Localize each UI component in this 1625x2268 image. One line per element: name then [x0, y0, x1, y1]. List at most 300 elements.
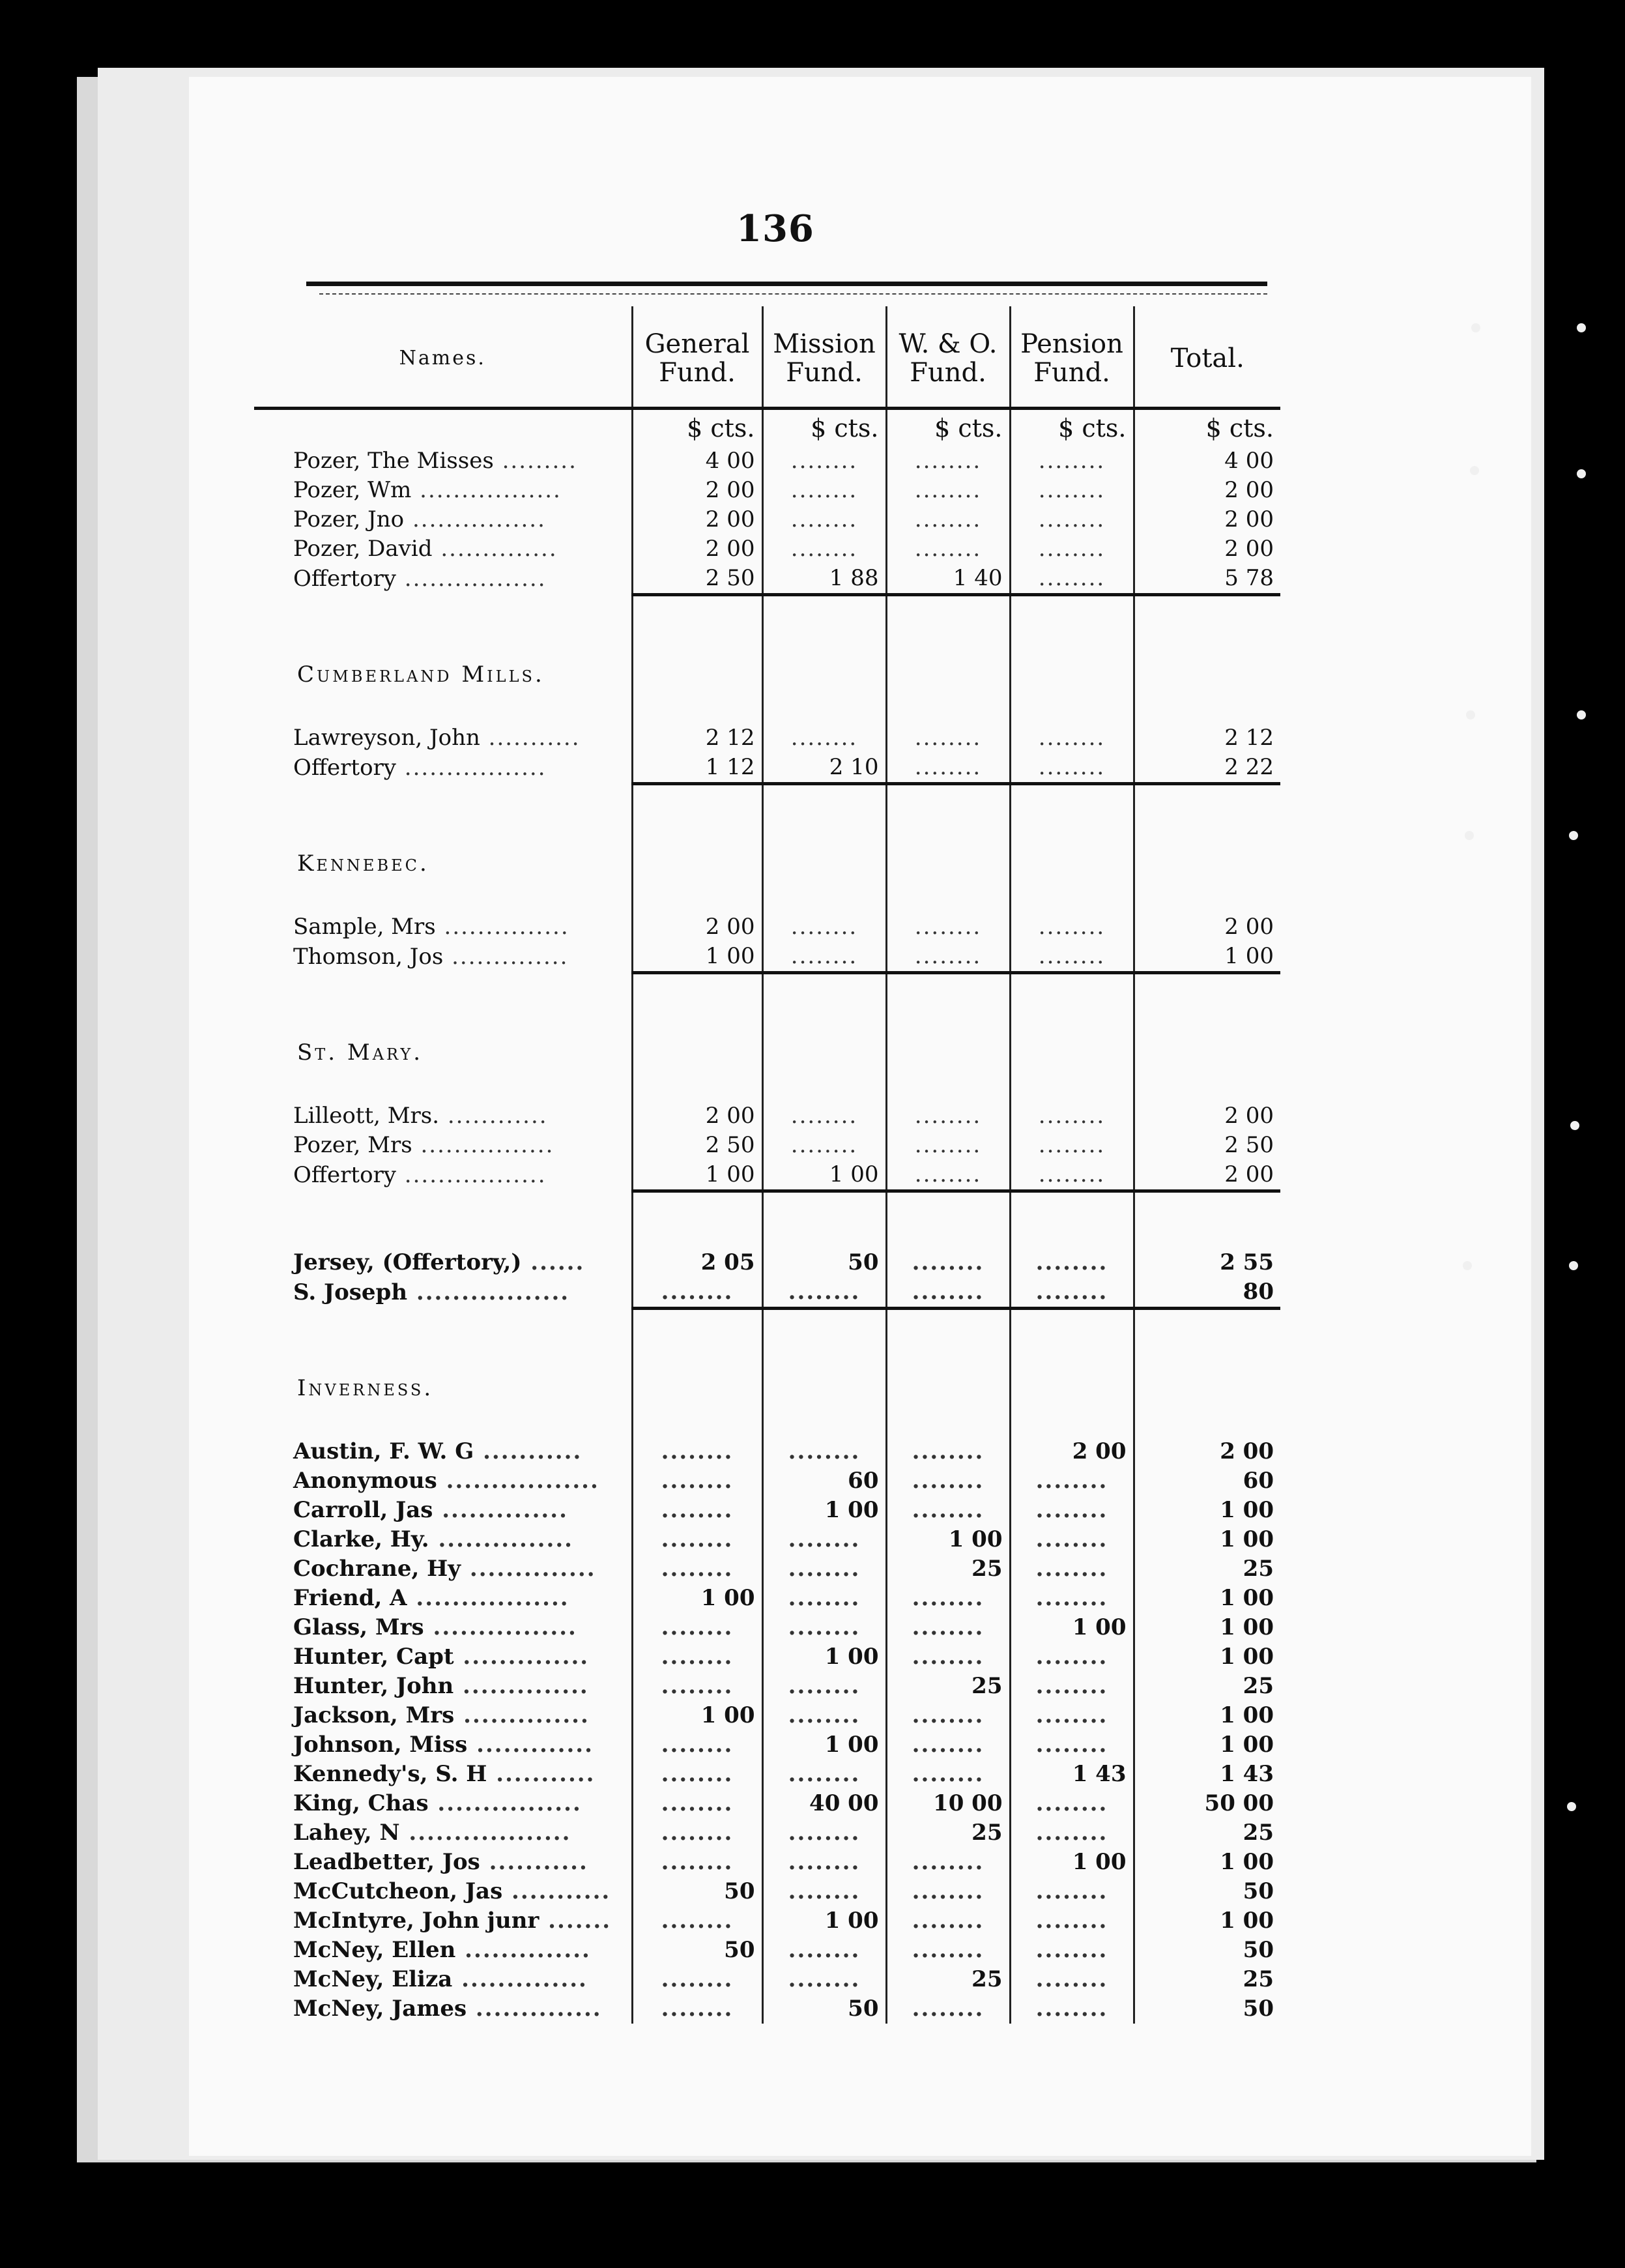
- contributor-name-text: Pozer, David: [293, 536, 433, 562]
- general-blank: ........: [632, 1642, 762, 1672]
- wo-blank: ........: [886, 1277, 1010, 1309]
- contributor-name-text: Jackson, Mrs: [293, 1702, 455, 1728]
- ledger-row: [254, 1466, 1280, 1496]
- contributor-name: [254, 1789, 632, 1818]
- contributor-name: [254, 1131, 632, 1160]
- wo-blank: ........: [886, 1466, 1010, 1496]
- dot-leader: ..............: [453, 1644, 590, 1670]
- empty-cell: [632, 1339, 762, 1437]
- dot-leader: ..............: [443, 944, 569, 970]
- spacer-cell: [762, 1222, 886, 1248]
- units-row: [254, 409, 1280, 447]
- contributor-name-text: Thomson, Jos: [293, 944, 444, 970]
- contributor-name: [254, 1277, 632, 1309]
- total-amount: 4 00: [1134, 446, 1280, 476]
- mission-blank: ........: [762, 446, 886, 476]
- dot-leader: ..............: [454, 1702, 590, 1728]
- pension-blank: ........: [1010, 1554, 1134, 1584]
- wo-blank: ........: [886, 1701, 1010, 1730]
- mission-amount: 1 00: [762, 1906, 886, 1936]
- ledger-row: [254, 564, 1280, 595]
- mission-amount: 2 10: [762, 753, 886, 784]
- ledger-row: [254, 1730, 1280, 1760]
- section-rule: [886, 595, 1010, 626]
- general-blank: ........: [632, 1965, 762, 1994]
- total-amount: 2 00: [1134, 1437, 1280, 1466]
- empty-cell: [1010, 1339, 1134, 1437]
- mission-blank: ........: [762, 912, 886, 942]
- total-amount: 50: [1134, 1936, 1280, 1965]
- empty-cell: [762, 1004, 886, 1101]
- contributor-name: [254, 1437, 632, 1466]
- wo-blank: ........: [886, 1613, 1010, 1642]
- contributor-name: [254, 753, 632, 784]
- pension-amount: 1 00: [1010, 1613, 1134, 1642]
- section-rule: [886, 1191, 1010, 1223]
- empty-cell: [1010, 815, 1134, 912]
- mission-blank: ........: [762, 1672, 886, 1701]
- section-heading: [254, 1339, 632, 1437]
- section-title: Cumberland Mills.: [297, 662, 545, 688]
- general-amount: 2 00: [632, 476, 762, 505]
- ledger-row: [254, 912, 1280, 942]
- section-rule: [1134, 1191, 1280, 1223]
- section-rule: [632, 1191, 762, 1223]
- mission-blank: ........: [762, 723, 886, 753]
- general-amount: 2 00: [632, 912, 762, 942]
- total-amount: 60: [1134, 1466, 1280, 1496]
- section-heading: [254, 1004, 632, 1101]
- ledger-row: [254, 1701, 1280, 1730]
- general-blank: ........: [632, 1277, 762, 1309]
- mission-blank: ........: [762, 1613, 886, 1642]
- pension-blank: ........: [1010, 1466, 1134, 1496]
- contributor-name: [254, 1818, 632, 1848]
- section-title: Kennebec.: [297, 850, 429, 877]
- contributor-name-text: Offertory: [293, 755, 396, 781]
- section-heading-row: [254, 1004, 1280, 1101]
- pension-blank: ........: [1010, 942, 1134, 973]
- contributor-name: [254, 534, 632, 564]
- total-amount: 1 00: [1134, 1701, 1280, 1730]
- header-row: [254, 306, 1280, 409]
- contributor-name: [254, 446, 632, 476]
- general-amount: 1 12: [632, 753, 762, 784]
- contributor-name-text: Sample, Mrs: [293, 914, 436, 940]
- contributor-name-text: McIntyre, John junr: [293, 1908, 539, 1934]
- total-amount: 50: [1134, 1994, 1280, 2024]
- dot-leader: ................: [404, 506, 546, 532]
- empty-cell: [762, 626, 886, 723]
- total-amount: 2 12: [1134, 723, 1280, 753]
- pension-blank: ........: [1010, 1496, 1134, 1525]
- spacer-cell: [254, 1222, 632, 1248]
- wo-blank: ........: [886, 753, 1010, 784]
- contributor-name-text: Leadbetter, Jos: [293, 1849, 480, 1875]
- wo-amount: 1 40: [886, 564, 1010, 595]
- spacer-cell: [632, 1222, 762, 1248]
- contributor-name: [254, 723, 632, 753]
- general-blank: ........: [632, 1994, 762, 2024]
- mission-amount: 50: [762, 1248, 886, 1277]
- total-amount: 50: [1134, 1877, 1280, 1906]
- mission-blank: ........: [762, 1554, 886, 1584]
- general-amount: 2 12: [632, 723, 762, 753]
- spacer-cell: [1134, 1222, 1280, 1248]
- general-blank: ........: [632, 1466, 762, 1496]
- dot-leader: ...........: [480, 725, 581, 751]
- margin-speck: [1570, 1121, 1579, 1130]
- units-name-spacer: [254, 409, 632, 447]
- contributor-name: [254, 1906, 632, 1936]
- general-amount: 2 00: [632, 534, 762, 564]
- dot-leader: ..............: [452, 1966, 588, 1992]
- wo-amount: 25: [886, 1554, 1010, 1584]
- wo-blank: ........: [886, 1994, 1010, 2024]
- contributor-name-text: McNey, Ellen: [293, 1937, 456, 1963]
- spacer-row: [254, 1222, 1280, 1248]
- mission-amount: 1 00: [762, 1642, 886, 1672]
- empty-cell: [886, 1004, 1010, 1101]
- wo-blank: ........: [886, 1760, 1010, 1789]
- contributor-name: [254, 1554, 632, 1584]
- general-blank: ........: [632, 1672, 762, 1701]
- wo-blank: ........: [886, 1877, 1010, 1906]
- dot-leader: ................: [412, 1132, 554, 1158]
- general-blank: ........: [632, 1818, 762, 1848]
- spacer-cell: [1010, 1222, 1134, 1248]
- total-amount: 2 00: [1134, 505, 1280, 534]
- total-amount: 2 00: [1134, 476, 1280, 505]
- empty-cell: [632, 1004, 762, 1101]
- pension-blank: ........: [1010, 753, 1134, 784]
- ledger-row: [254, 1613, 1280, 1642]
- mission-amount: 1 00: [762, 1730, 886, 1760]
- pension-blank: ........: [1010, 1906, 1134, 1936]
- wo-blank: ........: [886, 1906, 1010, 1936]
- total-header: Total.: [1134, 306, 1280, 409]
- dot-leader: ..................: [399, 1820, 571, 1846]
- pension-blank: ........: [1010, 476, 1134, 505]
- total-amount: 1 00: [1134, 942, 1280, 973]
- pension-blank: ........: [1010, 1701, 1134, 1730]
- wo-amount: 25: [886, 1818, 1010, 1848]
- total-amount: 1 00: [1134, 1906, 1280, 1936]
- contributor-name-text: Kennedy's, S. H: [293, 1761, 487, 1787]
- contributor-name: [254, 1496, 632, 1525]
- pension-blank: ........: [1010, 1730, 1134, 1760]
- wo-blank: ........: [886, 1584, 1010, 1613]
- units-label: $ cts.: [632, 409, 762, 447]
- empty-cell: [1010, 1004, 1134, 1101]
- contributor-name: [254, 505, 632, 534]
- ledger-row: [254, 1789, 1280, 1818]
- units-label: $ cts.: [886, 409, 1010, 447]
- contributor-name-text: Glass, Mrs: [293, 1614, 424, 1640]
- dot-leader: .................: [396, 755, 547, 781]
- ledger-row: [254, 1877, 1280, 1906]
- mission-amount: 40 00: [762, 1789, 886, 1818]
- mission-fund-header: Mission Fund.: [762, 306, 886, 409]
- ledger-row: [254, 1160, 1280, 1191]
- wo-blank: ........: [886, 1848, 1010, 1877]
- contributor-name-text: Pozer, The Misses: [293, 448, 494, 474]
- wo-amount: 1 00: [886, 1525, 1010, 1554]
- contributor-name: [254, 1672, 632, 1701]
- contributor-name-text: McNey, James: [293, 1996, 467, 2022]
- ledger-row: [254, 1936, 1280, 1965]
- general-blank: ........: [632, 1848, 762, 1877]
- total-amount: 2 00: [1134, 1160, 1280, 1191]
- ledger-row: [254, 1642, 1280, 1672]
- pension-blank: ........: [1010, 446, 1134, 476]
- wo-blank: ........: [886, 534, 1010, 564]
- contributor-name: [254, 1936, 632, 1965]
- mission-amount: 60: [762, 1466, 886, 1496]
- wo-blank: ........: [886, 1496, 1010, 1525]
- mission-blank: ........: [762, 476, 886, 505]
- general-amount: 1 00: [632, 1584, 762, 1613]
- units-label: $ cts.: [762, 409, 886, 447]
- total-amount: 1 00: [1134, 1613, 1280, 1642]
- top-rule-dashed: [319, 293, 1267, 295]
- ledger-row: [254, 534, 1280, 564]
- ledger-row: [254, 1818, 1280, 1848]
- contributor-name: [254, 1877, 632, 1906]
- ledger-row: [254, 1437, 1280, 1466]
- dot-leader: ..............: [467, 1996, 602, 2022]
- dot-leader: ..............: [453, 1673, 589, 1699]
- ledger-row: [254, 505, 1280, 534]
- mission-amount: 1 00: [762, 1160, 886, 1191]
- contributor-name-text: King, Chas: [293, 1790, 429, 1816]
- dot-leader: ...........: [474, 1438, 582, 1464]
- contributor-name: [254, 1248, 632, 1277]
- general-blank: ........: [632, 1525, 762, 1554]
- empty-cell: [632, 815, 762, 912]
- dot-leader: ................: [428, 1790, 582, 1816]
- margin-speck: [1466, 710, 1475, 720]
- mission-blank: ........: [762, 1437, 886, 1466]
- general-amount: 1 00: [632, 1160, 762, 1191]
- general-amount: 50: [632, 1936, 762, 1965]
- dot-leader: ...............: [429, 1526, 573, 1552]
- total-amount: 2 55: [1134, 1248, 1280, 1277]
- contributor-name: [254, 1160, 632, 1191]
- contributor-name: [254, 1466, 632, 1496]
- contributor-name: [254, 912, 632, 942]
- contributor-name-text: Lawreyson, John: [293, 725, 480, 751]
- mission-blank: ........: [762, 1101, 886, 1131]
- mission-blank: ........: [762, 505, 886, 534]
- mission-amount: 1 00: [762, 1496, 886, 1525]
- wo-blank: ........: [886, 476, 1010, 505]
- contributor-name: [254, 1760, 632, 1789]
- section-rule: [1134, 784, 1280, 815]
- ledger-row: [254, 1248, 1280, 1277]
- wo-blank: ........: [886, 1101, 1010, 1131]
- general-blank: ........: [632, 1613, 762, 1642]
- contributor-name-text: Hunter, Capt: [293, 1644, 454, 1670]
- mission-blank: ........: [762, 1131, 886, 1160]
- ledger-row: [254, 942, 1280, 973]
- dot-leader: .................: [396, 1162, 547, 1189]
- contributor-name: [254, 1730, 632, 1760]
- contributor-name-text: McNey, Eliza: [293, 1966, 453, 1992]
- dot-leader: ...........: [480, 1849, 588, 1875]
- section-rule: [1010, 1309, 1134, 1340]
- section-rule: [886, 1309, 1010, 1340]
- ledger-row: [254, 1525, 1280, 1554]
- general-amount: 2 05: [632, 1248, 762, 1277]
- dot-leader: ..............: [455, 1937, 591, 1963]
- total-amount: 25: [1134, 1818, 1280, 1848]
- empty-cell: [1134, 1339, 1280, 1437]
- pension-blank: ........: [1010, 1936, 1134, 1965]
- section-rule: [886, 784, 1010, 815]
- pension-blank: ........: [1010, 1994, 1134, 2024]
- contributor-name-text: Offertory: [293, 1162, 396, 1189]
- section-rule: [886, 973, 1010, 1004]
- wo-blank: ........: [886, 1160, 1010, 1191]
- pension-blank: ........: [1010, 1877, 1134, 1906]
- contributor-name-text: S. Joseph: [293, 1279, 408, 1306]
- dot-leader: ..............: [461, 1556, 596, 1582]
- empty-cell: [632, 626, 762, 723]
- section-rule: [762, 1191, 886, 1223]
- empty-cell: [886, 815, 1010, 912]
- section-title: Inverness.: [297, 1375, 434, 1401]
- total-amount: 1 00: [1134, 1496, 1280, 1525]
- units-label: $ cts.: [1134, 409, 1280, 447]
- mission-blank: ........: [762, 1936, 886, 1965]
- total-amount: 1 00: [1134, 1848, 1280, 1877]
- wo-blank: ........: [886, 942, 1010, 973]
- section-rule: [762, 1309, 886, 1340]
- section-rule-row: [254, 784, 1280, 815]
- mission-amount: 50: [762, 1994, 886, 2024]
- ledger-row: [254, 446, 1280, 476]
- contributor-name-text: Cochrane, Hy: [293, 1556, 461, 1582]
- ledger-row: [254, 1554, 1280, 1584]
- wo-fund-header: W. & O. Fund.: [886, 306, 1010, 409]
- wo-blank: ........: [886, 446, 1010, 476]
- section-rule-row: [254, 1191, 1280, 1223]
- pension-blank: ........: [1010, 1160, 1134, 1191]
- section-rule: [1010, 784, 1134, 815]
- general-amount: 2 50: [632, 1131, 762, 1160]
- section-rule: [762, 595, 886, 626]
- dot-leader: .............: [467, 1732, 594, 1758]
- contributor-name: [254, 1848, 632, 1877]
- dot-leader: ...............: [435, 914, 569, 940]
- margin-speck: [1470, 466, 1479, 475]
- empty-cell: [1134, 815, 1280, 912]
- dot-leader: ..............: [432, 536, 558, 562]
- contributor-name-text: Lilleott, Mrs.: [293, 1103, 440, 1129]
- empty-cell: [762, 1339, 886, 1437]
- dot-leader: ...........: [487, 1761, 596, 1787]
- section-rule: [1010, 595, 1134, 626]
- pension-blank: ........: [1010, 564, 1134, 595]
- ledger-row: [254, 1848, 1280, 1877]
- empty-cell: [762, 815, 886, 912]
- contributor-name-text: Hunter, John: [293, 1673, 454, 1699]
- wo-blank: ........: [886, 1730, 1010, 1760]
- general-amount: 2 50: [632, 564, 762, 595]
- total-amount: 2 00: [1134, 912, 1280, 942]
- total-amount: 2 50: [1134, 1131, 1280, 1160]
- page-number: 136: [736, 207, 814, 250]
- mission-blank: ........: [762, 1525, 886, 1554]
- contributor-name: [254, 1965, 632, 1994]
- contributor-name-text: Anonymous: [293, 1468, 437, 1494]
- contributor-name: [254, 1584, 632, 1613]
- mission-blank: ........: [762, 942, 886, 973]
- ledger-row: [254, 1131, 1280, 1160]
- pension-blank: ........: [1010, 505, 1134, 534]
- mission-blank: ........: [762, 1584, 886, 1613]
- section-rule: [1010, 973, 1134, 1004]
- section-heading-row: [254, 1339, 1280, 1437]
- contributor-name-text: Lahey, N: [293, 1820, 400, 1846]
- total-amount: 25: [1134, 1672, 1280, 1701]
- pension-blank: ........: [1010, 534, 1134, 564]
- empty-cell: [1134, 1004, 1280, 1101]
- total-amount: 25: [1134, 1965, 1280, 1994]
- general-blank: ........: [632, 1437, 762, 1466]
- contributor-name-text: Pozer, Wm: [293, 477, 412, 503]
- ledger-row: [254, 476, 1280, 505]
- top-rule: [306, 282, 1267, 286]
- section-rule: [1134, 973, 1280, 1004]
- section-rule: [1010, 1191, 1134, 1223]
- dot-leader: .................: [437, 1468, 599, 1494]
- total-amount: 5 78: [1134, 564, 1280, 595]
- margin-speck: [1471, 323, 1480, 332]
- ledger-row: [254, 1101, 1280, 1131]
- mission-blank: ........: [762, 1277, 886, 1309]
- section-rule: [632, 784, 762, 815]
- section-heading: [254, 815, 632, 912]
- wo-blank: ........: [886, 505, 1010, 534]
- ledger-table-container: [254, 306, 1280, 2022]
- margin-speck: [1567, 1802, 1576, 1811]
- dot-leader: ..............: [433, 1497, 568, 1523]
- mission-blank: ........: [762, 1965, 886, 1994]
- dot-leader: .......: [539, 1908, 612, 1934]
- empty-cell: [1134, 626, 1280, 723]
- general-blank: ........: [632, 1760, 762, 1789]
- section-heading: [254, 626, 632, 723]
- margin-speck: [1577, 469, 1586, 478]
- mission-blank: ........: [762, 1877, 886, 1906]
- wo-blank: ........: [886, 1248, 1010, 1277]
- pension-amount: 2 00: [1010, 1437, 1134, 1466]
- section-rule: [1134, 1309, 1280, 1340]
- ledger-table: [254, 306, 1280, 2024]
- dot-leader: ................: [424, 1614, 577, 1640]
- wo-blank: ........: [886, 912, 1010, 942]
- total-amount: 1 00: [1134, 1584, 1280, 1613]
- pension-blank: ........: [1010, 1584, 1134, 1613]
- wo-blank: ........: [886, 1642, 1010, 1672]
- rule-spacer: [254, 973, 632, 1004]
- ledger-row: [254, 1496, 1280, 1525]
- ledger-row: [254, 1965, 1280, 1994]
- contributor-name: [254, 1994, 632, 2024]
- pension-blank: ........: [1010, 1248, 1134, 1277]
